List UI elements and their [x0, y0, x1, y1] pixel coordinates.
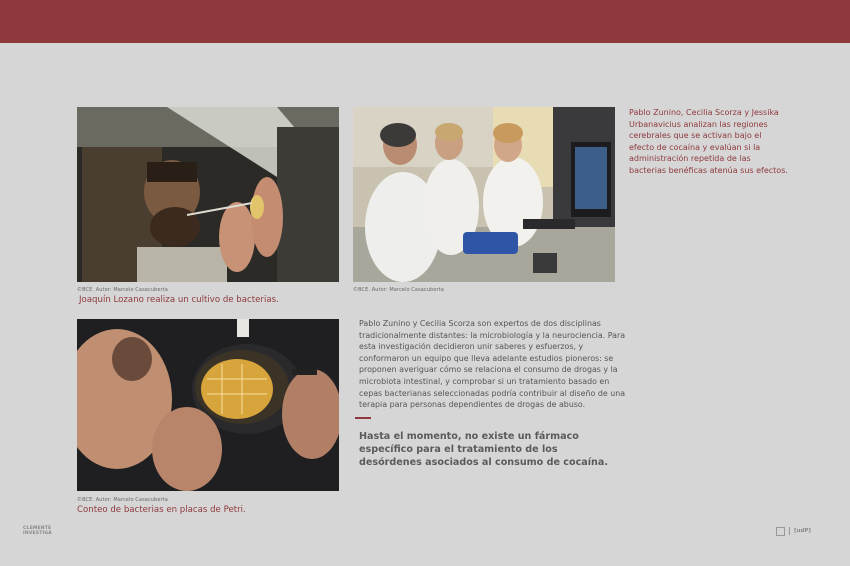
- photo-petri-dish: [77, 319, 339, 491]
- accent-rule: [355, 417, 371, 419]
- photo-researchers: [353, 107, 615, 282]
- footer-brand-line: INVESTIGA: [23, 531, 52, 536]
- institution-logo-icon: [776, 527, 785, 536]
- logo-divider: [789, 527, 790, 535]
- footer-brand: [23, 526, 52, 536]
- body-paragraph: Pablo Zunino y Cecilia Scorza son expertos de dos disciplinas tradicionalmente distantes: la microbiología y la neurociencia. Para esta investigación decidieron unir saberes y esfuerzos, y conformaron un equipo que lleva adelante estudios pioneros: se proponen averiguar cómo se relaciona el consumo de drogas y la microbiota intestinal, y comprobar si un tratamiento basado en cepas bacterianas seleccionadas podría contribuir al diseño de una terapia para personas dependientes de drogas de abuso.: [359, 319, 626, 410]
- photo-caption: Joaquín Lozano realiza un cultivo de bacterias.: [79, 295, 279, 305]
- photo-credit: ©BCE. Autor: Marcelo Casacuberta: [353, 287, 444, 293]
- highlight-quote: Hasta el momento, no existe un fármaco específico para el tratamiento de los desórdenes asociados al consumo de cocaína.: [359, 431, 608, 468]
- footer-logos: [776, 526, 811, 536]
- photo-caption: Conteo de bacterias en placas de Petri.: [77, 505, 246, 515]
- photo-bacteria-culture: [77, 107, 339, 282]
- udp-logo: [udP]: [794, 528, 811, 534]
- side-description: Pablo Zunino, Cecilia Scorza y Jessika Urbanavicius analizan las regiones cerebrales que se activan bajo el efecto de cocaína y evalúan si la administración repetida de las bacterias benéficas atenúa sus efectos.: [629, 108, 788, 175]
- footer-brand-line: CLEMENTE: [23, 526, 52, 531]
- photo-credit: ©BCE. Autor: Marcelo Casacuberta: [77, 287, 168, 293]
- top-banner: [0, 0, 850, 43]
- photo-credit: ©BCE. Autor: Marcelo Casacuberta: [77, 497, 168, 503]
